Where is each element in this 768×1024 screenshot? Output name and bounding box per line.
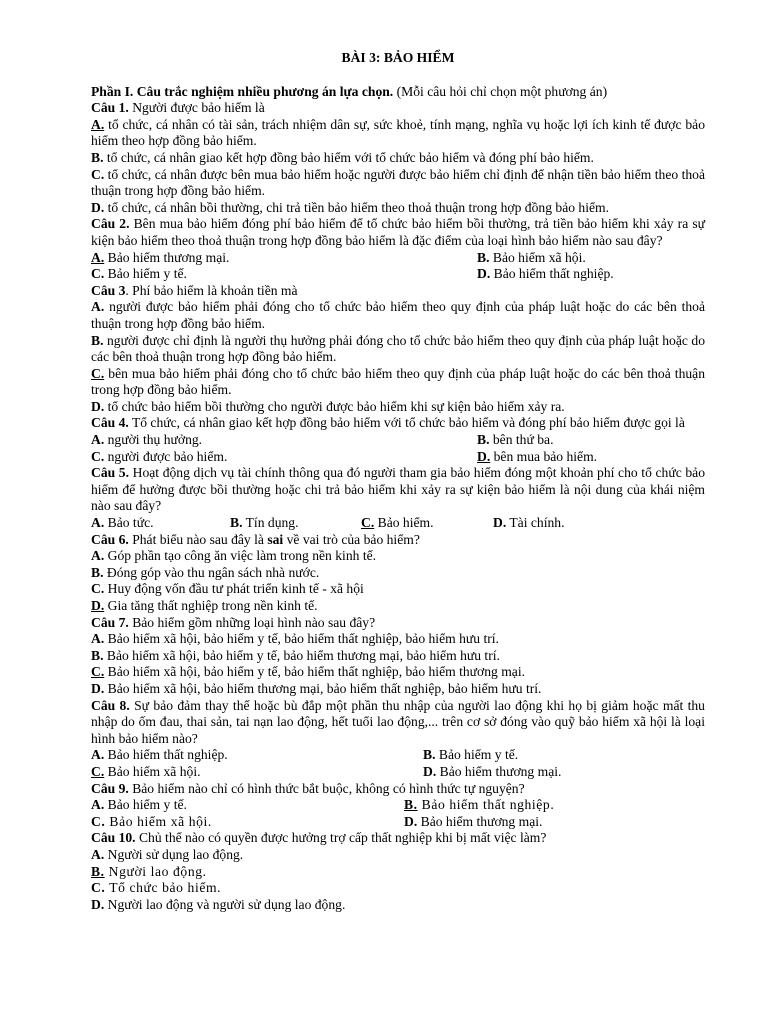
option-text: bên mua bảo hiểm. — [493, 448, 598, 464]
option-letter: D. — [91, 680, 105, 696]
option-b — [423, 747, 705, 764]
option-text: Bảo hiểm. — [377, 515, 434, 531]
question-2 — [91, 216, 705, 282]
option-text: Người lao động và người sử dụng lao động. — [107, 896, 346, 912]
question-number: Câu 8. — [91, 697, 130, 713]
option-a — [91, 250, 477, 267]
question-number: Câu 2. — [91, 216, 130, 232]
question-text: Sự bảo đảm thay thế hoặc bù đắp một phần thu nhập của người lao động khi họ bị giảm hoặc mất thu nhập do ốm đau, thai sản, tai nạn lao động, hết tuổi lao động,... trên cơ sở đóng vào quỹ bảo hiểm xã hội là loại hình bảo hiểm nào? — [91, 697, 705, 746]
option-c — [91, 581, 705, 598]
option-b — [91, 648, 705, 665]
part-heading — [91, 84, 705, 101]
option-b — [91, 150, 705, 167]
question-stem — [91, 615, 705, 632]
option-d — [404, 814, 705, 831]
question-text: Bên mua bảo hiểm đóng phí bảo hiểm để tổ chức bảo hiểm bồi thường, trả tiền bảo hiểm khi xảy ra sự kiện bảo hiểm theo thoả thuận trong hợp đồng bảo hiểm là đặc điểm của loại hình bảo hiểm nào sau đây? — [91, 216, 705, 248]
option-text: Bảo hiểm y tế. — [107, 797, 187, 813]
option-a — [91, 797, 404, 814]
option-d — [91, 399, 705, 416]
question-5 — [91, 465, 705, 531]
question-text: Bảo hiểm nào chỉ có hình thức bắt buộc, không có hình thức tự nguyện? — [132, 780, 525, 796]
question-stem — [91, 216, 705, 249]
option-a — [91, 117, 705, 150]
option-text: Bảo hiểm thất nghiệp. — [493, 266, 614, 282]
option-text: Bảo hiểm y tế. — [107, 266, 187, 282]
option-letter: B. — [91, 863, 105, 879]
option-text: Bảo hiểm xã hội. — [107, 763, 201, 779]
question-stem — [91, 465, 705, 515]
option-text: tổ chức, cá nhân có tài sản, trách nhiệm dân sự, sức khoẻ, tính mạng, nghĩa vụ hoặc lợi ích kinh tế được bảo hiểm theo hợp đồng bảo hiểm. — [91, 116, 705, 149]
option-c — [91, 366, 705, 399]
option-letter: C. — [91, 448, 105, 464]
option-letter: B. — [477, 432, 490, 448]
option-text: Người sử dụng lao động. — [107, 846, 244, 862]
question-9 — [91, 781, 705, 831]
option-letter: A. — [91, 846, 105, 862]
question-7 — [91, 615, 705, 698]
option-letter: B. — [91, 647, 104, 663]
option-letter: C. — [361, 515, 375, 531]
options-grid — [91, 797, 705, 830]
question-text: Tổ chức, cá nhân giao kết hợp đồng bảo hiểm với tổ chức bảo hiểm và đóng phí bảo hiểm được gọi là — [131, 415, 685, 431]
options-grid — [91, 250, 705, 283]
option-letter: A. — [91, 515, 105, 531]
question-stem — [91, 283, 705, 300]
option-text: Bảo hiểm thương mại. — [420, 813, 543, 829]
option-text: Bảo hiểm xã hội, bảo hiểm y tế, bảo hiểm thương mại, bảo hiểm hưu trí. — [106, 647, 500, 663]
option-letter: C. — [91, 266, 105, 282]
option-text: Bảo hiểm thất nghiệp. — [107, 747, 228, 763]
option-letter: B. — [230, 515, 243, 531]
question-stem — [91, 532, 705, 549]
option-text: Bảo hiểm thất nghiệp. — [421, 797, 555, 813]
option-text: người được chỉ định là người thụ hưởng phải đóng cho tổ chức bảo hiểm theo quy định của pháp luật hoặc do các bên thoả thuận trong hợp đồng bảo hiểm. — [91, 332, 705, 365]
question-text: . Phí bảo hiểm là khoản tiền mà — [125, 282, 298, 298]
option-letter: D. — [477, 266, 491, 282]
part-note: (Mỗi câu hỏi chỉ chọn một phương án) — [396, 83, 608, 99]
option-c — [91, 880, 705, 897]
options-grid — [91, 515, 705, 532]
option-letter: B. — [404, 797, 418, 813]
option-text: Gia tăng thất nghiệp trong nền kinh tế. — [107, 598, 318, 613]
question-8 — [91, 698, 705, 781]
question-number: Câu 4. — [91, 415, 129, 431]
option-letter: C. — [91, 166, 105, 182]
option-letter: D. — [404, 813, 418, 829]
option-d — [477, 449, 705, 466]
option-text: tổ chức, cá nhân được bên mua bảo hiểm hoặc người được bảo hiểm chỉ định để nhận tiền bảo hiểm theo thoả thuận trong hợp đồng bảo hiểm. — [91, 166, 705, 199]
option-text: Bảo tức. — [107, 515, 154, 531]
option-b — [91, 864, 705, 881]
option-d — [493, 515, 705, 532]
option-a — [91, 548, 705, 565]
option-text: tổ chức bảo hiểm bồi thường cho người được bảo hiểm khi sự kiện bảo hiểm xảy ra. — [107, 398, 565, 414]
options-grid — [91, 432, 705, 465]
options-grid — [91, 747, 705, 780]
option-letter: D. — [423, 763, 437, 779]
question-6 — [91, 532, 705, 615]
question-text: Phát biểu nào sau đây là — [132, 531, 268, 547]
option-letter: C. — [91, 664, 105, 680]
option-text: Tín dụng. — [245, 515, 299, 531]
option-text: Đóng góp vào thu ngân sách nhà nước. — [106, 564, 320, 580]
option-text: người được bảo hiểm phải đóng cho tổ chức bảo hiểm theo quy định của pháp luật hoặc do các bên thoả thuận trong hợp đồng bảo hiểm. — [91, 299, 705, 331]
option-a — [91, 847, 705, 864]
question-10 — [91, 830, 705, 913]
option-b — [91, 333, 705, 366]
option-text: Bảo hiểm xã hội, bảo hiểm y tế, bảo hiểm thất nghiệp, bảo hiểm hưu trí. — [107, 631, 499, 647]
question-number: Câu 1. — [91, 100, 129, 116]
question-number: Câu 7. — [91, 614, 129, 630]
question-emphasis: sai — [267, 531, 284, 547]
option-d — [477, 266, 705, 283]
document-page — [91, 50, 705, 913]
option-letter: A. — [91, 747, 105, 763]
option-letter: C. — [91, 813, 106, 829]
option-letter: A. — [91, 548, 105, 564]
question-1 — [91, 100, 705, 216]
option-letter: D. — [91, 598, 105, 613]
option-c — [91, 814, 404, 831]
question-stem — [91, 830, 705, 847]
option-text: Bảo hiểm thương mại. — [439, 763, 562, 779]
option-text: bên thứ ba. — [492, 432, 554, 448]
question-number: Câu 3 — [91, 282, 126, 298]
option-text: Bảo hiểm y tế. — [438, 747, 519, 763]
question-number: Câu 9. — [91, 780, 129, 796]
question-4 — [91, 415, 705, 465]
option-letter: D. — [91, 896, 105, 912]
option-b — [477, 250, 705, 267]
option-letter: A. — [91, 116, 105, 132]
option-letter: C. — [91, 365, 105, 381]
option-text: Bảo hiểm xã hội, bảo hiểm y tế, bảo hiểm thất nghiệp, bảo hiểm thương mại. — [107, 664, 525, 680]
option-letter: A. — [91, 299, 105, 315]
option-letter: A. — [91, 797, 105, 813]
option-d — [91, 200, 705, 217]
option-text: Bảo hiểm xã hội. — [109, 813, 212, 829]
option-letter: B. — [91, 564, 104, 580]
part-label: Phần I. Câu trắc nghiệm nhiều phương án lựa chọn. — [91, 83, 394, 99]
option-b — [91, 565, 705, 582]
question-stem — [91, 698, 705, 748]
option-text: Tổ chức bảo hiểm. — [109, 880, 222, 896]
question-text: Hoạt động dịch vụ tài chính thông qua đó người tham gia bảo hiểm đóng một khoản phí cho tổ chức bảo hiểm để hưởng được bồi thường hoặc chi trả bảo hiểm khi xảy ra sự kiện bảo hiểm là nội dung của khái niệm nào sau đây? — [91, 465, 705, 514]
option-a — [91, 747, 423, 764]
question-number: Câu 5. — [91, 465, 130, 481]
option-text: Bảo hiểm xã hội. — [492, 249, 586, 265]
option-letter: D. — [493, 515, 507, 531]
option-c — [361, 515, 493, 532]
option-text: người thụ hưởng. — [107, 432, 203, 448]
option-b — [477, 432, 705, 449]
option-text: tổ chức, cá nhân bồi thường, chi trả tiền bảo hiểm theo thoả thuận trong hợp đồng bảo hiểm. — [107, 199, 610, 215]
option-a — [91, 631, 705, 648]
question-text: Bảo hiểm gồm những loại hình nào sau đây? — [132, 614, 376, 630]
option-b — [404, 797, 705, 814]
option-a — [91, 299, 705, 332]
option-text: Người lao động. — [108, 863, 207, 879]
option-text: Tài chính. — [509, 515, 565, 531]
option-c — [91, 664, 705, 681]
option-letter: B. — [91, 332, 104, 348]
question-stem — [91, 415, 705, 432]
option-d — [91, 598, 705, 615]
option-d — [91, 681, 705, 698]
option-text: Góp phần tạo công ăn việc làm trong nền kinh tế. — [107, 548, 377, 564]
option-a — [91, 432, 477, 449]
option-letter: B. — [477, 249, 490, 265]
question-number: Câu 6. — [91, 531, 129, 547]
option-c — [91, 167, 705, 200]
question-number: Câu 10. — [91, 830, 136, 846]
option-letter: B. — [423, 747, 436, 763]
option-text: bên mua bảo hiểm phải đóng cho tổ chức bảo hiểm theo quy định của pháp luật hoặc do các bên thoả thuận trong hợp đồng bảo hiểm. — [91, 365, 705, 398]
option-b — [230, 515, 361, 532]
option-letter: B. — [91, 149, 104, 165]
option-text: Bảo hiểm xã hội, bảo hiểm thương mại, bảo hiểm thất nghiệp, bảo hiểm hưu trí. — [107, 680, 542, 696]
option-letter: A. — [91, 249, 105, 265]
option-letter: D. — [477, 448, 491, 464]
option-letter: C. — [91, 581, 105, 597]
option-letter: A. — [91, 631, 105, 647]
option-d — [91, 897, 705, 914]
option-letter: C. — [91, 763, 105, 779]
option-c — [91, 449, 477, 466]
option-text: người được bảo hiểm. — [107, 448, 228, 464]
option-letter: D. — [91, 199, 105, 215]
option-c — [91, 266, 477, 283]
question-stem — [91, 100, 705, 117]
question-3 — [91, 283, 705, 416]
question-stem — [91, 781, 705, 798]
option-letter: D. — [91, 398, 105, 414]
option-text: Huy động vốn đầu tư phát triển kinh tế - xã hội — [107, 581, 364, 597]
option-text: Bảo hiểm thương mại. — [107, 249, 230, 265]
document-title: BÀI 3: BẢO HIỂM — [341, 50, 455, 65]
option-letter: C. — [91, 880, 106, 896]
option-letter: A. — [91, 432, 105, 448]
question-text-end: về vai trò của bảo hiểm? — [283, 531, 420, 547]
option-c — [91, 764, 423, 781]
option-text: tổ chức, cá nhân giao kết hợp đồng bảo hiểm với tổ chức bảo hiểm và đóng phí bảo hiểm. — [106, 149, 594, 165]
option-a — [91, 515, 230, 532]
question-text: Người được bảo hiểm là — [132, 100, 265, 116]
option-d — [423, 764, 705, 781]
question-text: Chủ thể nào có quyền được hưởng trợ cấp thất nghiệp khi bị mất việc làm? — [138, 830, 547, 846]
